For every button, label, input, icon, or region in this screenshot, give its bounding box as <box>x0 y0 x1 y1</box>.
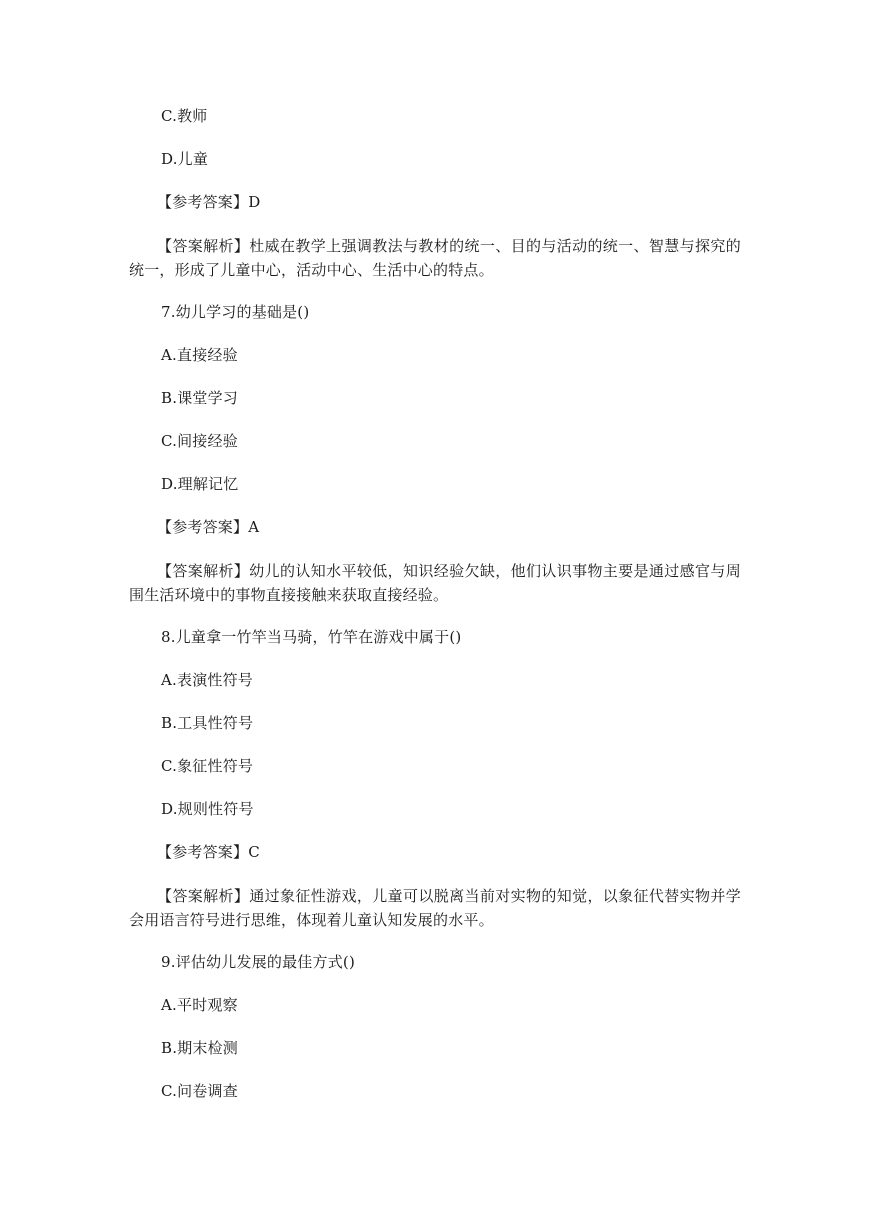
q8-option-c: C.象征性符号 <box>161 757 254 775</box>
q6-explanation: 【答案解析】杜威在教学上强调教法与教材的统一、目的与活动的统一、智慧与探究的统一，形成了儿童中心，活动中心、生活中心的特点。 <box>129 237 741 279</box>
q7-option-a: A.直接经验 <box>161 346 238 364</box>
q8-answer: 【参考答案】C <box>157 843 260 861</box>
q8-option-b: B.工具性符号 <box>161 714 254 732</box>
q6-option-d: D.儿童 <box>161 150 209 168</box>
q7-option-d: D.理解记忆 <box>161 475 239 493</box>
q7-explanation: 【答案解析】幼儿的认知水平较低，知识经验欠缺，他们认识事物主要是通过感官与周围生活环境中的事物直接接触来获取直接经验。 <box>129 562 741 604</box>
q8-question: 8.儿童拿一竹竿当马骑，竹竿在游戏中属于() <box>161 628 462 646</box>
q9-option-a: A.平时观察 <box>161 996 238 1014</box>
q9-option-b: B.期末检测 <box>161 1039 238 1057</box>
q9-option-c: C.问卷调查 <box>161 1082 238 1100</box>
q7-answer: 【参考答案】A <box>157 518 260 536</box>
q7-question: 7.幼儿学习的基础是() <box>161 303 310 321</box>
q6-option-c: C.教师 <box>161 107 208 125</box>
q7-option-c: C.间接经验 <box>161 432 238 450</box>
q9-question: 9.评估幼儿发展的最佳方式() <box>161 953 356 971</box>
q8-explanation: 【答案解析】通过象征性游戏，儿童可以脱离当前对实物的知觉，以象征代替实物并学会用语言符号进行思维，体现着儿童认知发展的水平。 <box>129 887 741 929</box>
q7-option-b: B.课堂学习 <box>161 389 238 407</box>
q8-option-d: D.规则性符号 <box>161 800 254 818</box>
q8-option-a: A.表演性符号 <box>161 671 254 689</box>
q6-answer: 【参考答案】D <box>157 193 261 211</box>
